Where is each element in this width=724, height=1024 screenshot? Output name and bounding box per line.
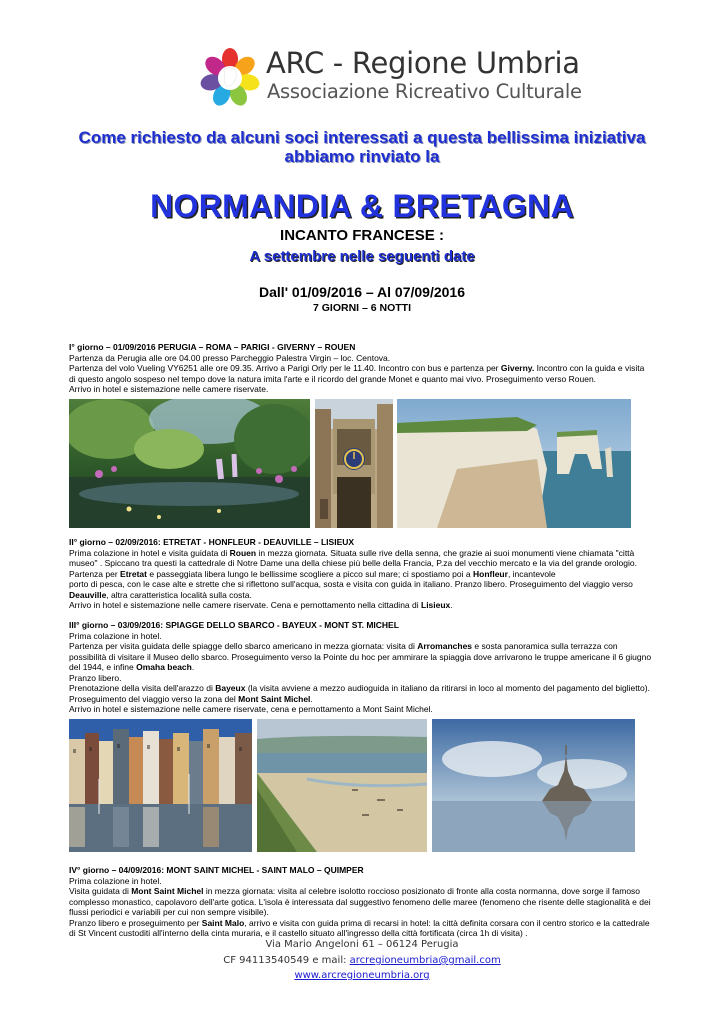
day-4-line: Prima colazione in hotel. (69, 875, 162, 886)
day-2-line (69, 590, 659, 601)
place-omaha-beach: Omaha beach (136, 662, 192, 672)
day-1-section (69, 342, 659, 395)
travel-dates: Dall' 01/09/2016 – Al 07/09/2016 (259, 284, 465, 300)
text: , incantevole (507, 568, 556, 579)
text: in mezza giornata: visita al celebre isolotto roccioso posizionato di fronte alla costa normanna, dove sorge il famoso (203, 886, 641, 896)
day-1-line (69, 363, 659, 374)
intro-line-2: abbiamo rinviato la (284, 147, 440, 166)
logo-title: ARC - Regione Umbria (266, 46, 580, 80)
text: Visita guidata di (69, 886, 132, 896)
text: , arrivo e visita con guida prima di recarsi in hotel: la città definita corsara con il centro storico e la cattedrale (244, 917, 650, 928)
intro-text (40, 128, 684, 166)
text: Arrivo in hotel e sistemazione nelle camere riservate. Cena e pernottamento nella cittadina di (69, 600, 421, 610)
flower-logo-icon (198, 44, 262, 112)
text: in mezza giornata. Situata sulle rive della senna, che grazie ai suoi monumenti viene chiamata "città (256, 547, 635, 558)
text: . (450, 600, 453, 610)
email-link[interactable]: arcregioneumbria@gmail.com (349, 955, 501, 966)
footer-address: Via Mario Angeloni 61 – 06124 Perugia (265, 939, 459, 950)
day-1-line: di questo angolo sospeso nel tempo dove la natura imita l'arte e il ricordo del grande Monet e quanto mai vivo. Proseguimento verso Rouen. (69, 373, 597, 384)
photo-giverny-garden (69, 399, 310, 528)
place-mont-saint-michel: Mont Saint Michel (238, 693, 311, 704)
photo-etretat-cliffs (397, 399, 631, 528)
day-1-line: Partenza da Perugia alle ore 04.00 presso Parcheggio Palestra Virgin – loc. Centova. (69, 352, 391, 363)
text: , altra caratteristica località sulla costa. (106, 589, 252, 600)
day-2-title: II° giorno – 02/09/2016: ETRETAT - HONFLEUR - DEAUVILLE – LISIEUX (69, 537, 355, 547)
text: . (310, 693, 313, 704)
place-rouen: Rouen (229, 547, 257, 558)
text: . (191, 662, 195, 672)
place-arromanches: Arromanches (417, 641, 473, 651)
text: Incontro con la guida e visita (534, 363, 645, 373)
arc-logo (198, 44, 582, 112)
place-bayeux: Bayeux (215, 683, 246, 693)
page-title: NORMANDIA & BRETAGNA (150, 188, 574, 224)
place-saint-malo: Saint Malo (201, 917, 245, 928)
footer-phone: CF 94113540549 e mail: (223, 955, 350, 966)
day-3-line: Pranzo libero. (69, 672, 122, 683)
day-3-title: III° giorno – 03/09/2016: SPIAGGE DELLO SBARCO - BAYEUX - MONT ST. MICHEL (69, 620, 399, 630)
text: Prenotazione della visita dell'arazzo di (69, 683, 216, 693)
day-3-line: Arrivo in hotel e sistemazione nelle camere riservate, cena e pernottamento a Mont Saint Michel. (69, 704, 433, 714)
text: Pranzo libero e proseguimento per (69, 917, 202, 928)
footer-contact (0, 955, 724, 966)
day-1-title: I° giorno – 01/09/2016 PERUGIA – ROMA – PARIGI - GIVERNY – ROUEN (69, 342, 356, 352)
photo-rouen-clock (315, 399, 393, 528)
day-2-line (69, 569, 659, 580)
day-4-line: di St Vincent custoditi all'interno della cinta muraria, e il castello situato all'ingresso della città fortificata (circa 1h di visita) . (69, 928, 528, 938)
place-lisieux: Lisieux (421, 600, 451, 610)
place-mont-saint-michel: Mont Saint Michel (131, 886, 204, 896)
day-1-line: Arrivo in hotel e sistemazione nelle camere riservate. (69, 384, 269, 394)
text: e sosta panoramica sulla terrazza con (472, 641, 618, 651)
day-4-line: complesso monastico, capolavoro dell'arte gotica. L'isola è interessata dal suggestivo fenomeno delle maree (fenomeno che risente delle stagionalità e dei (69, 896, 651, 907)
text: Partenza del volo Vueling VY6251 alle ore 09.35. Arrivo a Parigi Orly per le 11.40. Incontro con bus e partenza per (69, 363, 501, 373)
day-4-title: IV° giorno – 04/09/2016: MONT SAINT MICHEL - SAINT MALO – QUIMPER (69, 865, 364, 875)
place-honfleur: Honfleur (472, 568, 508, 579)
day-3-line (69, 662, 659, 673)
footer-website (0, 970, 724, 981)
logo-subtitle: Associazione Ricreativo Culturale (267, 80, 582, 103)
day-2-line (69, 548, 659, 559)
day-3-line (69, 694, 659, 705)
day-3-line: possibilità di visitare il Museo dello sbarco. Proseguimento verso la Pointe du hoc per ammirare la spiaggia dove arrivarono le truppe americane il 6 giugno (69, 651, 652, 662)
subtitle-dates: A settembre nelle seguenti date (249, 248, 475, 265)
subtitle: INCANTO FRANCESE : (280, 227, 444, 244)
website-link[interactable]: www.arcregioneumbria.org (294, 970, 430, 981)
day-2-line (69, 600, 659, 611)
photo-mont-saint-michel (432, 719, 635, 852)
text: Partenza per visita guidata delle spiagge dello sbarco americano in mezza giornata: visita di (69, 641, 418, 651)
day-4-line: flussi periodici e variabili per cui non sempre visibile). (69, 907, 269, 917)
text: Proseguimento del viaggio verso la zona del (69, 693, 239, 704)
photo-honfleur-harbor (69, 719, 252, 852)
day-2-line: porto di pesca, con le case alte e strette che si riflettono sull'acqua, sosta e visita con guida in italiano. Pranzo libero. Proseguimento del viaggio verso (69, 579, 633, 589)
duration: 7 GIORNI – 6 NOTTI (312, 302, 412, 314)
day-4-line (69, 886, 659, 897)
day-4-section (69, 865, 659, 939)
text: e passeggiata libera lungo le bellissime scogliere a picco sul mare; ci spostiamo poi a (146, 568, 473, 579)
text: Prima colazione in hotel e visita guidata di (69, 547, 230, 558)
text: (la visita avviene a mezzo audioguida in italiano da ritirarsi in loco al momento del pagamento del biglietto). (245, 683, 650, 693)
day-3-line (69, 683, 659, 694)
text: del 1944, e infine (69, 662, 137, 672)
photo-normandy-beach (257, 719, 427, 852)
day-3-line (69, 641, 659, 652)
day-2-section (69, 537, 659, 611)
place-deauville: Deauville (69, 589, 107, 600)
intro-line-1: Come richiesto da alcuni soci interessati a questa bellissima iniziativa (78, 128, 646, 147)
day-2-line: museo" . Spiccano tra questi la cattedrale di Notre Dame una della chiese più belle della Francia, P.za del vecchio mercato e la via del grande orologio. (69, 558, 637, 568)
text: Partenza per (69, 568, 121, 579)
day-3-line: Prima colazione in hotel. (69, 630, 162, 641)
day-4-line (69, 918, 659, 929)
place-etretat: Etretat (120, 568, 147, 579)
day-3-section (69, 620, 659, 715)
place-giverny: Giverny. (500, 363, 535, 373)
